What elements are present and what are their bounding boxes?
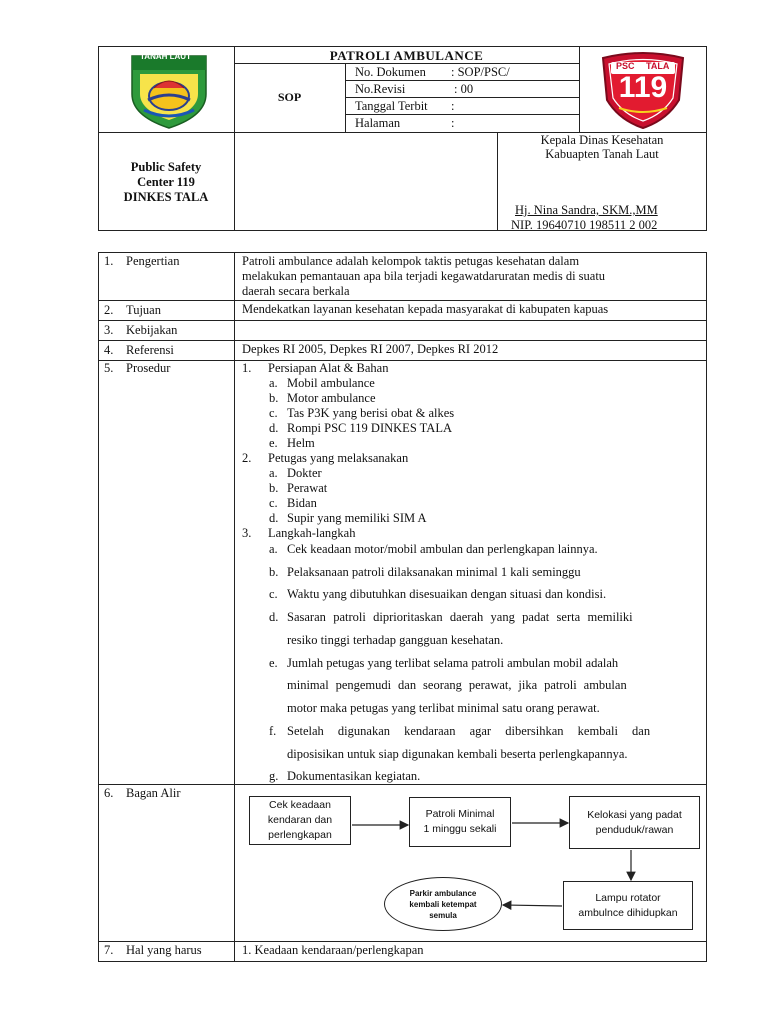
signatory-nip: NIP. 19640710 198511 2 002 [511,218,658,232]
hal-text: 1. Keadaan kendaraan/perlengkapan [242,943,424,957]
flow-step-lampu-rotator: Lampu rotator ambulnce dihidupkan [563,881,693,930]
flow-step-kelokasi: Kelokasi yang padat penduduk/rawan [569,796,700,849]
psc-logo-top: PSC [616,61,635,71]
flow-step-patroli: Patroli Minimal 1 minggu sekali [409,797,511,847]
psc-logo-top2: TALA [646,61,670,71]
tujuan-text: Mendekatkan layanan kesehatan kepada masyarakat di kabupaten kapuas [242,302,609,316]
flow-step-parkir: Parkir ambulance kembali ketempat semula [384,877,502,931]
flow-step-cek-keadaan: Cek keadaan kendaran dan perlengkapan [249,796,351,845]
referensi-text: Depkes RI 2005, Depkes RI 2007, Depkes RI 2012 [242,342,499,356]
psc-logo-number: 119 [618,71,668,104]
arrow-4-to-5 [503,905,562,906]
signatory-name: Hj. Nina Sandra, SKM.,MM [515,203,658,217]
logo-left-text: TANAH LAUT [140,52,191,61]
page-title: PATROLI AMBULANCE [329,48,484,63]
sop-label: SOP [277,90,302,104]
